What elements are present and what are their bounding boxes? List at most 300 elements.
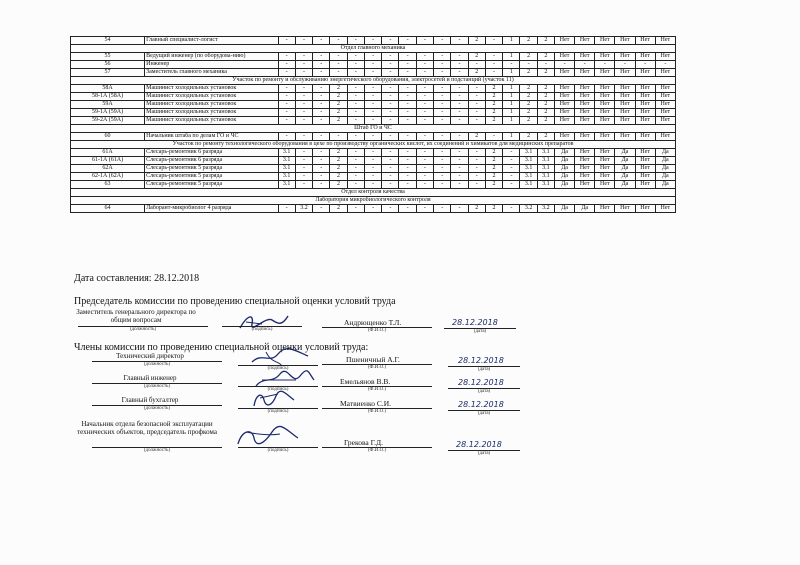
- table-cell: -: [451, 165, 468, 173]
- table-cell: -: [416, 149, 433, 157]
- table-cell: Нет: [595, 157, 615, 165]
- table-cell: Нет: [555, 69, 575, 77]
- table-row: [71, 109, 676, 117]
- table-cell: -: [295, 61, 312, 69]
- table-cell: -: [468, 85, 485, 93]
- table-cell: 2: [537, 109, 554, 117]
- table-cell: -: [313, 69, 330, 77]
- table-cell: -: [434, 69, 451, 77]
- table-cell: 3.1: [278, 165, 295, 173]
- table-cell: Нет: [595, 133, 615, 141]
- table-row: [71, 69, 676, 77]
- table-cell: -: [416, 173, 433, 181]
- table-cell: 2: [468, 37, 485, 45]
- table-cell: -: [416, 53, 433, 61]
- table-cell: -: [295, 181, 312, 189]
- table-cell: -: [364, 53, 381, 61]
- job-title: Машинист холодильных установок: [145, 109, 278, 117]
- table-cell: Нет: [555, 101, 575, 109]
- table-cell: -: [399, 165, 416, 173]
- table-cell: -: [451, 181, 468, 189]
- table-cell: 3.1: [537, 149, 554, 157]
- signature-caption: (подпись): [267, 448, 289, 453]
- table-cell: Нет: [595, 165, 615, 173]
- table-cell: -: [468, 165, 485, 173]
- table-cell: -: [364, 93, 381, 101]
- table-cell: Нет: [575, 181, 595, 189]
- table-cell: 2: [520, 109, 537, 117]
- member-position: Главный инженер: [123, 374, 177, 382]
- table-cell: -: [615, 61, 635, 69]
- table-cell: Да: [575, 205, 595, 213]
- table-cell: -: [434, 133, 451, 141]
- table-row: [71, 93, 676, 101]
- fio-caption: (Ф.И.О.): [367, 328, 387, 333]
- table-row: [71, 165, 676, 173]
- table-cell: -: [655, 61, 675, 69]
- table-cell: -: [313, 93, 330, 101]
- table-cell: Нет: [555, 109, 575, 117]
- table-cell: 2: [520, 37, 537, 45]
- table-cell: -: [295, 117, 312, 125]
- table-cell: Да: [615, 173, 635, 181]
- table-cell: -: [364, 157, 381, 165]
- table-cell: 2: [537, 37, 554, 45]
- table-cell: Нет: [655, 53, 675, 61]
- table-cell: -: [347, 117, 364, 125]
- table-cell: -: [399, 37, 416, 45]
- table-cell: -: [382, 93, 399, 101]
- table-cell: 3.1: [520, 181, 537, 189]
- table-cell: -: [278, 37, 295, 45]
- table-cell: Нет: [595, 117, 615, 125]
- table-cell: -: [278, 69, 295, 77]
- table-cell: -: [347, 69, 364, 77]
- member-fio: Грекова Г.Д.: [344, 438, 383, 447]
- row-number: 60: [71, 133, 145, 141]
- table-cell: Да: [555, 149, 575, 157]
- table-cell: -: [451, 101, 468, 109]
- section-row: [71, 125, 676, 133]
- table-cell: 2: [330, 181, 347, 189]
- job-title: Слесарь-ремонтник 6 разряда: [145, 149, 278, 157]
- signature-caption: (подпись): [267, 387, 289, 392]
- table-cell: Нет: [615, 101, 635, 109]
- table-cell: -: [416, 101, 433, 109]
- table-cell: -: [451, 205, 468, 213]
- table-cell: 1: [503, 109, 520, 117]
- table-cell: -: [416, 181, 433, 189]
- row-number: 54: [71, 37, 145, 45]
- member-position: Начальник отдела безопасной эксплуатации технических объектов, председатель профкома: [77, 420, 217, 436]
- table-cell: -: [485, 53, 502, 61]
- table-cell: -: [399, 205, 416, 213]
- table-cell: -: [399, 53, 416, 61]
- table-cell: Нет: [635, 181, 655, 189]
- job-title: Машинист холодильных установок: [145, 101, 278, 109]
- member-fio: Емельянов В.В.: [340, 377, 391, 386]
- row-number: 61-1А (61А): [71, 157, 145, 165]
- member-position: Главный бухгалтер: [121, 396, 179, 404]
- member-signature: [232, 424, 302, 448]
- table-cell: Нет: [615, 133, 635, 141]
- table-cell: -: [485, 69, 502, 77]
- table-cell: -: [399, 93, 416, 101]
- table-cell: -: [485, 37, 502, 45]
- table-cell: 2: [485, 117, 502, 125]
- table-cell: 1: [503, 133, 520, 141]
- table-cell: -: [451, 157, 468, 165]
- table-cell: 2: [485, 173, 502, 181]
- table-cell: 3.1: [537, 165, 554, 173]
- table-cell: -: [503, 205, 520, 213]
- table-cell: -: [382, 173, 399, 181]
- table-cell: -: [347, 101, 364, 109]
- table-cell: -: [295, 173, 312, 181]
- row-number: 56: [71, 61, 145, 69]
- table-cell: -: [313, 157, 330, 165]
- table-cell: -: [347, 61, 364, 69]
- table-cell: Нет: [635, 205, 655, 213]
- table-cell: -: [382, 165, 399, 173]
- table-cell: Да: [655, 165, 675, 173]
- table-cell: -: [347, 205, 364, 213]
- table-cell: Нет: [555, 85, 575, 93]
- table-cell: -: [434, 101, 451, 109]
- table-cell: -: [313, 149, 330, 157]
- table-cell: -: [313, 133, 330, 141]
- table-cell: -: [295, 53, 312, 61]
- table-cell: 2: [485, 101, 502, 109]
- table-cell: -: [416, 157, 433, 165]
- position-caption: (должность): [129, 327, 157, 332]
- table-cell: 3.1: [278, 181, 295, 189]
- table-cell: 2: [468, 133, 485, 141]
- section-row: [71, 77, 676, 85]
- table-cell: Нет: [555, 53, 575, 61]
- table-row: [71, 101, 676, 109]
- table-cell: -: [399, 109, 416, 117]
- table-cell: -: [313, 205, 330, 213]
- table-cell: 2: [485, 109, 502, 117]
- table-cell: -: [364, 205, 381, 213]
- table-cell: -: [364, 85, 381, 93]
- table-cell: 2: [330, 101, 347, 109]
- table-cell: -: [416, 117, 433, 125]
- table-cell: -: [347, 157, 364, 165]
- table-cell: 2: [330, 117, 347, 125]
- table-cell: 1: [503, 117, 520, 125]
- job-title: Главный специалист-логист: [145, 37, 278, 45]
- table-cell: Да: [615, 165, 635, 173]
- table-cell: Нет: [575, 173, 595, 181]
- table-cell: -: [364, 61, 381, 69]
- table-cell: -: [468, 109, 485, 117]
- table-cell: 2: [520, 133, 537, 141]
- chair-fio: Андрющенко Т.Л.: [344, 318, 402, 327]
- job-title: Машинист холодильных установок: [145, 85, 278, 93]
- table-cell: Нет: [635, 133, 655, 141]
- position-caption: (должность): [143, 384, 171, 389]
- table-cell: 1: [503, 37, 520, 45]
- fio-caption: (Ф.И.О.): [367, 387, 387, 392]
- table-cell: -: [382, 149, 399, 157]
- table-cell: 2: [468, 69, 485, 77]
- table-cell: -: [451, 85, 468, 93]
- table-cell: -: [278, 205, 295, 213]
- table-cell: Нет: [575, 101, 595, 109]
- table-cell: -: [416, 205, 433, 213]
- table-cell: Нет: [655, 101, 675, 109]
- table-cell: -: [434, 93, 451, 101]
- table-cell: Нет: [615, 117, 635, 125]
- table-cell: Да: [555, 165, 575, 173]
- table-cell: -: [347, 165, 364, 173]
- table-cell: 3.1: [520, 157, 537, 165]
- table-cell: 2: [520, 101, 537, 109]
- table-cell: Нет: [635, 37, 655, 45]
- table-cell: Нет: [635, 109, 655, 117]
- table-cell: Нет: [575, 37, 595, 45]
- table-cell: 2: [537, 133, 554, 141]
- table-cell: 2: [537, 85, 554, 93]
- table-cell: Да: [655, 149, 675, 157]
- table-cell: 2: [485, 157, 502, 165]
- table-cell: Нет: [595, 101, 615, 109]
- table-cell: Да: [615, 157, 635, 165]
- row-number: 63: [71, 181, 145, 189]
- table-cell: Нет: [595, 205, 615, 213]
- table-cell: Нет: [575, 149, 595, 157]
- table-cell: -: [382, 157, 399, 165]
- table-cell: Да: [555, 181, 575, 189]
- table-cell: -: [364, 37, 381, 45]
- table-cell: -: [295, 149, 312, 157]
- table-cell: 3.1: [520, 165, 537, 173]
- table-cell: 2: [485, 85, 502, 93]
- table-cell: -: [416, 109, 433, 117]
- table-cell: Нет: [635, 157, 655, 165]
- table-cell: 3.1: [278, 173, 295, 181]
- row-number: 58-1А (58А): [71, 93, 145, 101]
- table-cell: Нет: [635, 149, 655, 157]
- table-cell: Нет: [655, 109, 675, 117]
- date-caption: (дата): [477, 389, 491, 394]
- row-number: 59А: [71, 101, 145, 109]
- table-cell: -: [364, 149, 381, 157]
- table-cell: -: [503, 165, 520, 173]
- fio-caption: (Ф.И.О.): [367, 409, 387, 414]
- table-cell: Нет: [595, 37, 615, 45]
- table-cell: -: [434, 149, 451, 157]
- job-title: Машинист холодильных установок: [145, 93, 278, 101]
- position-caption: (должность): [143, 406, 171, 411]
- table-row: [71, 85, 676, 93]
- table-cell: 2: [485, 93, 502, 101]
- table-cell: -: [295, 165, 312, 173]
- table-cell: -: [313, 181, 330, 189]
- table-cell: Нет: [575, 109, 595, 117]
- table-cell: -: [416, 85, 433, 93]
- table-cell: -: [382, 205, 399, 213]
- table-cell: -: [451, 117, 468, 125]
- table-cell: Да: [555, 157, 575, 165]
- table-cell: Нет: [615, 37, 635, 45]
- table-cell: 3.1: [278, 157, 295, 165]
- table-cell: 2: [520, 69, 537, 77]
- table-cell: Нет: [575, 93, 595, 101]
- table-cell: -: [451, 69, 468, 77]
- signature-caption: (подпись): [267, 409, 289, 414]
- table-cell: -: [451, 109, 468, 117]
- table-cell: -: [278, 61, 295, 69]
- table-cell: 3.1: [537, 181, 554, 189]
- table-cell: -: [485, 61, 502, 69]
- row-number: 55: [71, 53, 145, 61]
- table-cell: -: [278, 133, 295, 141]
- table-cell: -: [347, 37, 364, 45]
- table-cell: Нет: [615, 53, 635, 61]
- table-row: [71, 181, 676, 189]
- table-cell: -: [468, 157, 485, 165]
- row-number: 59-1А (59А): [71, 109, 145, 117]
- table-cell: 2: [468, 53, 485, 61]
- table-cell: 2: [520, 53, 537, 61]
- section-title: Отдел главного механика: [71, 45, 676, 53]
- table-cell: -: [295, 69, 312, 77]
- table-cell: Нет: [655, 85, 675, 93]
- table-cell: -: [451, 61, 468, 69]
- table-cell: -: [330, 37, 347, 45]
- table-cell: Нет: [575, 165, 595, 173]
- table-cell: -: [399, 85, 416, 93]
- table-cell: Да: [655, 181, 675, 189]
- table-cell: -: [399, 101, 416, 109]
- table-cell: 3.1: [537, 157, 554, 165]
- table-cell: Нет: [555, 37, 575, 45]
- table-cell: -: [313, 101, 330, 109]
- section-title: Участок по ремонту и обслуживанию энергетического оборудования, электросетей и подстанций (участок 11): [71, 77, 676, 85]
- table-cell: -: [434, 109, 451, 117]
- table-cell: -: [451, 93, 468, 101]
- table-cell: Да: [615, 181, 635, 189]
- member-date: 28.12.2018: [458, 400, 504, 409]
- table-cell: -: [434, 157, 451, 165]
- table-cell: -: [503, 173, 520, 181]
- table-cell: -: [364, 117, 381, 125]
- table-cell: -: [595, 61, 615, 69]
- table-cell: Да: [655, 157, 675, 165]
- section-row: [71, 141, 676, 149]
- table-cell: -: [278, 93, 295, 101]
- table-cell: -: [416, 69, 433, 77]
- table-cell: 3.1: [537, 173, 554, 181]
- section-title: Отдел контроля качества: [71, 189, 676, 197]
- table-cell: Нет: [575, 69, 595, 77]
- job-title: Лаборант-микробиолог 4 разряда: [145, 205, 278, 213]
- table-cell: -: [416, 133, 433, 141]
- table-cell: -: [330, 133, 347, 141]
- fio-caption: (Ф.И.О.): [367, 448, 387, 453]
- table-cell: 2: [520, 93, 537, 101]
- table-cell: -: [382, 69, 399, 77]
- table-row: [71, 133, 676, 141]
- member-position: Технический директор: [116, 352, 184, 360]
- table-cell: 2: [537, 117, 554, 125]
- chair-position: Заместитель генерального директора по общим вопросам: [76, 308, 196, 324]
- table-cell: Нет: [635, 165, 655, 173]
- table-cell: -: [295, 101, 312, 109]
- position-caption: (должность): [143, 448, 171, 453]
- table-cell: Нет: [615, 85, 635, 93]
- table-cell: 2: [330, 93, 347, 101]
- job-title: Ведущий инженер (по оборудова-нию): [145, 53, 278, 61]
- table-cell: 3.1: [278, 149, 295, 157]
- table-cell: -: [295, 133, 312, 141]
- chair-date: 28.12.2018: [452, 318, 498, 327]
- table-cell: -: [503, 181, 520, 189]
- date-caption: (дата): [477, 411, 491, 416]
- row-number: 64: [71, 205, 145, 213]
- table-cell: -: [382, 85, 399, 93]
- table-cell: -: [451, 133, 468, 141]
- table-cell: -: [468, 101, 485, 109]
- table-cell: 2: [330, 85, 347, 93]
- table-cell: Нет: [595, 85, 615, 93]
- table-cell: -: [485, 133, 502, 141]
- table-cell: -: [313, 117, 330, 125]
- table-cell: Нет: [655, 93, 675, 101]
- table-cell: -: [468, 117, 485, 125]
- table-cell: -: [520, 61, 537, 69]
- table-cell: -: [347, 133, 364, 141]
- table-cell: -: [434, 37, 451, 45]
- table-cell: Нет: [575, 85, 595, 93]
- signature-caption: (подпись): [251, 327, 273, 332]
- job-title: Машинист холодильных установок: [145, 117, 278, 125]
- table-cell: -: [313, 53, 330, 61]
- table-cell: -: [468, 173, 485, 181]
- table-cell: Нет: [555, 117, 575, 125]
- table-row: [71, 157, 676, 165]
- table-cell: -: [364, 101, 381, 109]
- table-cell: -: [330, 53, 347, 61]
- table-cell: -: [278, 53, 295, 61]
- table-cell: Нет: [595, 109, 615, 117]
- table-cell: -: [451, 53, 468, 61]
- table-cell: -: [313, 165, 330, 173]
- table-cell: -: [468, 93, 485, 101]
- table-cell: 2: [330, 165, 347, 173]
- table-cell: 3.2: [537, 205, 554, 213]
- section-title: Участок по ремонту технологического оборудования в цехе по производству органических кислот, их соединений и химикатов для медицинских препаратов: [71, 141, 676, 149]
- row-number: 59-2А (59А): [71, 117, 145, 125]
- table-cell: -: [313, 109, 330, 117]
- job-title: Начальник штаба по делам ГО и ЧС: [145, 133, 278, 141]
- table-cell: -: [382, 101, 399, 109]
- table-cell: Нет: [555, 133, 575, 141]
- table-cell: -: [399, 149, 416, 157]
- table-cell: Нет: [655, 117, 675, 125]
- job-title: Инженер: [145, 61, 278, 69]
- table-cell: 2: [537, 101, 554, 109]
- table-cell: 1: [503, 85, 520, 93]
- table-cell: -: [330, 69, 347, 77]
- table-cell: -: [399, 181, 416, 189]
- table-cell: -: [382, 181, 399, 189]
- table-cell: -: [347, 93, 364, 101]
- table-cell: -: [451, 149, 468, 157]
